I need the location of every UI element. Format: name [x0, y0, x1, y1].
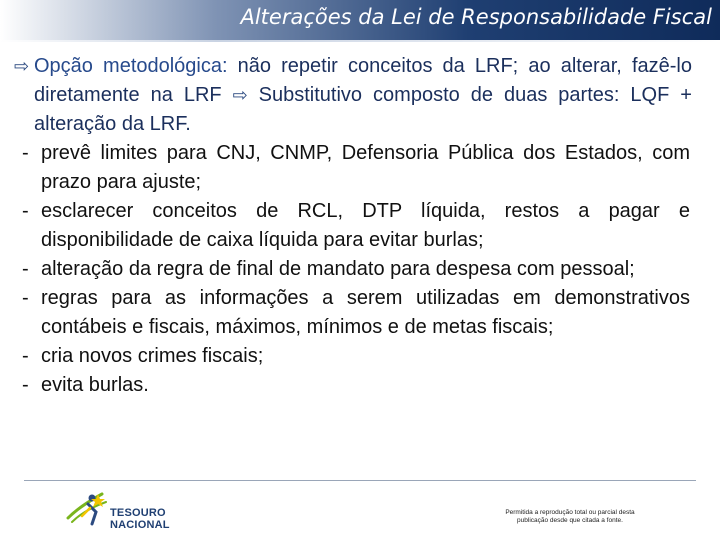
lead-paragraph [0, 52, 720, 139]
notice-line: Permitida a reprodução total ou parcial desta [505, 509, 635, 516]
dash-marker: - [22, 374, 29, 396]
arrow-right-icon: ⇨ [14, 56, 30, 76]
slide-title: Alterações da Lei de Responsabilidade Fiscal [240, 5, 712, 29]
dash-marker: - [22, 287, 29, 309]
list-item-text: prevê limites para CNJ, CNMP, Defensoria Pública dos Estados, com prazo para ajuste; [41, 142, 690, 193]
list-item [0, 342, 720, 371]
dash-marker: - [22, 142, 29, 164]
lead-text: não repetir conceitos da LRF; ao alterar, fazê-lo diretamente na LRF [34, 55, 692, 106]
notice-line: publicação desde que citada a fonte. [517, 517, 623, 524]
arrow-right-icon: ⇨ [232, 85, 248, 105]
slide-content [0, 52, 720, 400]
list-item-text: evita burlas. [41, 374, 149, 396]
logo-wordmark: TESOURO NACIONAL [110, 507, 170, 531]
bullet-list [0, 139, 720, 400]
list-item-text: regras para as informações a serem utilizadas em demonstrativos contábeis e fiscais, máximos, mínimos e de metas fiscais; [41, 287, 690, 338]
dash-marker: - [22, 200, 29, 222]
list-item [0, 371, 720, 400]
list-item-text: esclarecer conceitos de RCL, DTP líquida, restos a pagar e disponibilidade de caixa líquida para evitar burlas; [41, 200, 690, 251]
star-figure-icon [62, 488, 108, 528]
reproduction-notice [470, 509, 670, 525]
lead-text-2: Substitutivo composto de duas partes: LQF + alteração da LRF. [34, 84, 692, 135]
list-item [0, 139, 720, 197]
dash-marker: - [22, 345, 29, 367]
list-item [0, 255, 720, 284]
footer-divider [24, 480, 696, 481]
title-underline [0, 40, 720, 42]
list-item-text: alteração da regra de final de mandato para despesa com pessoal; [41, 258, 635, 280]
dash-marker: - [22, 258, 29, 280]
list-item [0, 284, 720, 342]
lead-label: Opção metodológica: [34, 55, 228, 77]
tesouro-nacional-logo [62, 488, 222, 531]
title-bar [0, 0, 720, 42]
list-item-text: cria novos crimes fiscais; [41, 345, 264, 367]
list-item [0, 197, 720, 255]
